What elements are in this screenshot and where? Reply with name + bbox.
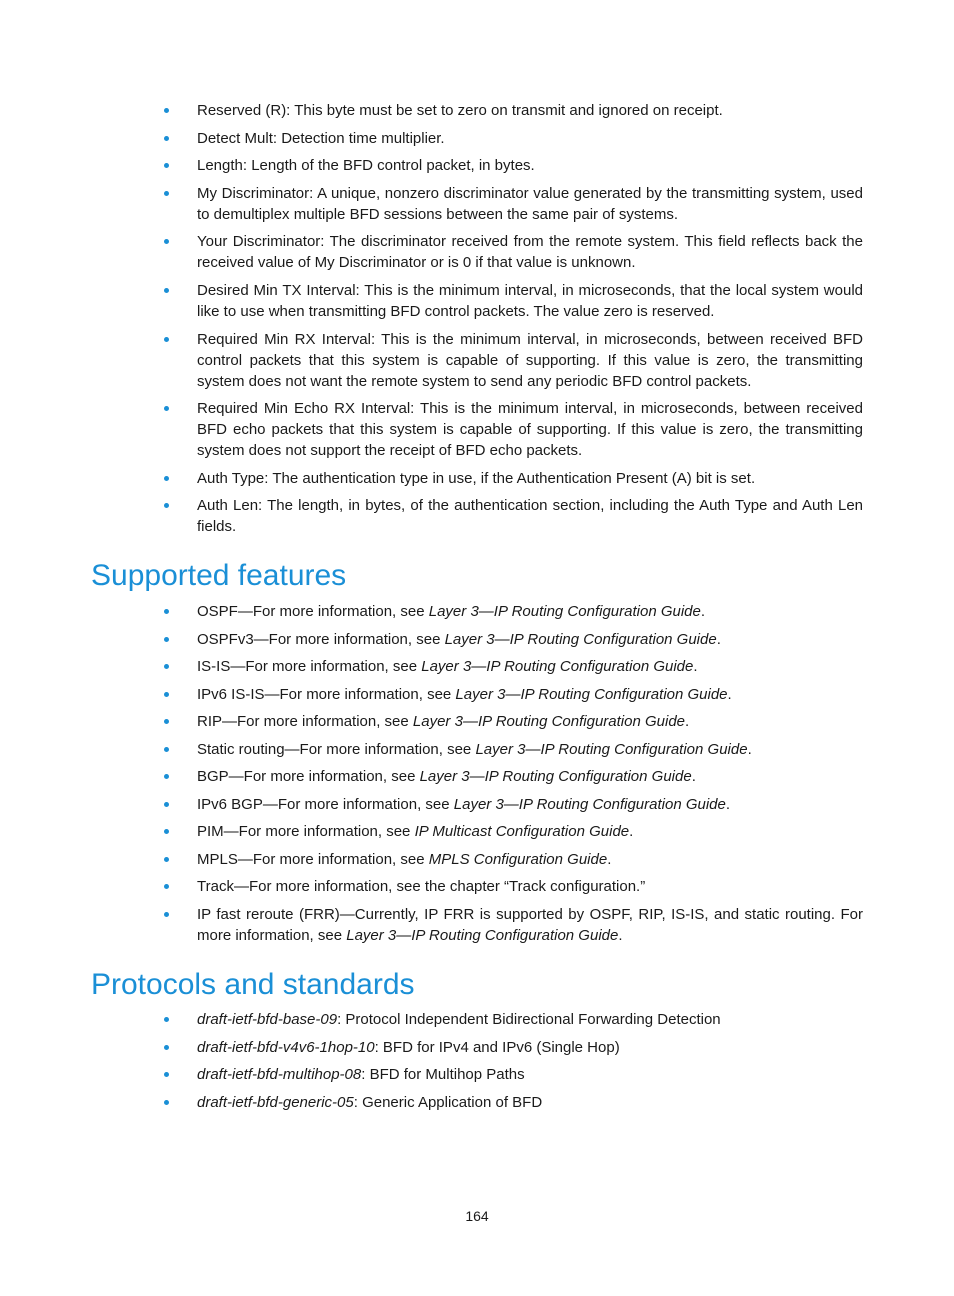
list-item: RIP—For more information, see Layer 3—IP Routing Configuration Guide. xyxy=(197,711,863,732)
list-item: Desired Min TX Interval: This is the minimum interval, in microseconds, that the local system would like to use when transmitting BFD control packets. The value zero is reserved. xyxy=(197,280,863,322)
bullet-icon xyxy=(164,1072,169,1077)
bullet-icon xyxy=(164,664,169,669)
bullet-icon xyxy=(164,857,169,862)
list-item: draft-ietf-bfd-generic-05: Generic Application of BFD xyxy=(197,1092,863,1113)
bullet-icon xyxy=(164,1045,169,1050)
bullet-icon xyxy=(164,692,169,697)
bullet-icon xyxy=(164,884,169,889)
bullet-icon xyxy=(164,108,169,113)
guide-reference: MPLS Configuration Guide xyxy=(428,851,608,868)
draft-reference: draft-ietf-bfd-multihop-08 xyxy=(197,1066,362,1083)
bullet-icon xyxy=(164,476,169,481)
list-item: Required Min Echo RX Interval: This is the minimum interval, in microseconds, between received BFD echo packets that this system is capable of supporting. If this value is zero, the transmitting system does not support the receipt of BFD echo packets. xyxy=(197,398,863,461)
page-number: 164 xyxy=(465,1208,489,1224)
guide-reference: Layer 3—IP Routing Configuration Guide xyxy=(421,658,694,675)
bullet-icon xyxy=(164,503,169,508)
draft-reference: draft-ietf-bfd-generic-05 xyxy=(197,1094,354,1111)
bullet-icon xyxy=(164,609,169,614)
list-item: MPLS—For more information, see MPLS Configuration Guide. xyxy=(197,849,863,870)
bullet-icon xyxy=(164,747,169,752)
bullet-icon xyxy=(164,774,169,779)
list-item: draft-ietf-bfd-base-09: Protocol Independent Bidirectional Forwarding Detection xyxy=(197,1009,863,1030)
section-heading-protocols-and-standards: Protocols and standards xyxy=(91,968,415,1001)
guide-reference: Layer 3—IP Routing Configuration Guide xyxy=(428,603,701,620)
list-item: My Discriminator: A unique, nonzero discriminator value generated by the transmitting system, used to demultiplex multiple BFD sessions between the same pair of systems. xyxy=(197,183,863,225)
list-item: Reserved (R): This byte must be set to zero on transmit and ignored on receipt. xyxy=(197,100,863,121)
section-heading-supported-features: Supported features xyxy=(91,559,347,592)
list-item: IPv6 BGP—For more information, see Layer 3—IP Routing Configuration Guide. xyxy=(197,794,863,815)
bullet-icon xyxy=(164,829,169,834)
bullet-icon xyxy=(164,1017,169,1022)
bullet-icon xyxy=(164,719,169,724)
list-item: IS-IS—For more information, see Layer 3—IP Routing Configuration Guide. xyxy=(197,656,863,677)
list-item: Auth Type: The authentication type in use, if the Authentication Present (A) bit is set. xyxy=(197,468,863,489)
draft-reference: draft-ietf-bfd-v4v6-1hop-10 xyxy=(197,1039,375,1056)
bullet-icon xyxy=(164,163,169,168)
bullet-icon xyxy=(164,912,169,917)
guide-reference: Layer 3—IP Routing Configuration Guide xyxy=(419,768,692,785)
bullet-icon xyxy=(164,802,169,807)
list-item: Required Min RX Interval: This is the minimum interval, in microseconds, between received BFD control packets that this system is capable of supporting. If this value is zero, the transmitting system does not want the remote system to send any periodic BFD control packets. xyxy=(197,329,863,392)
list-item: IP fast reroute (FRR)—Currently, IP FRR is supported by OSPF, RIP, IS-IS, and static routing. For more information, see Layer 3—IP Routing Configuration Guide. xyxy=(197,904,863,946)
bullet-icon xyxy=(164,136,169,141)
bullet-icon xyxy=(164,1100,169,1105)
bullet-icon xyxy=(164,191,169,196)
guide-reference: Layer 3—IP Routing Configuration Guide xyxy=(412,713,686,730)
guide-reference: Layer 3—IP Routing Configuration Guide xyxy=(455,686,728,703)
list-item: Static routing—For more information, see Layer 3—IP Routing Configuration Guide. xyxy=(197,739,863,760)
list-item: Your Discriminator: The discriminator received from the remote system. This field reflects back the received value of My Discriminator or is 0 if that value is unknown. xyxy=(197,231,863,273)
bullet-icon xyxy=(164,337,169,342)
list-item: PIM—For more information, see IP Multicast Configuration Guide. xyxy=(197,821,863,842)
guide-reference: Layer 3—IP Routing Configuration Guide xyxy=(475,741,748,758)
guide-reference: Layer 3—IP Routing Configuration Guide xyxy=(346,927,619,944)
list-item: Auth Len: The length, in bytes, of the authentication section, including the Auth Type and Auth Len fields. xyxy=(197,495,863,537)
list-item: draft-ietf-bfd-v4v6-1hop-10: BFD for IPv4 and IPv6 (Single Hop) xyxy=(197,1037,863,1058)
list-item: BGP—For more information, see Layer 3—IP Routing Configuration Guide. xyxy=(197,766,863,787)
draft-reference: draft-ietf-bfd-base-09 xyxy=(197,1011,338,1028)
list-item: draft-ietf-bfd-multihop-08: BFD for Multihop Paths xyxy=(197,1064,863,1085)
list-item: OSPF—For more information, see Layer 3—IP Routing Configuration Guide. xyxy=(197,601,863,622)
bullet-icon xyxy=(164,406,169,411)
guide-reference: IP Multicast Configuration Guide xyxy=(414,823,630,840)
guide-reference: Layer 3—IP Routing Configuration Guide xyxy=(453,796,726,813)
bullet-icon xyxy=(164,637,169,642)
list-item: IPv6 IS-IS—For more information, see Layer 3—IP Routing Configuration Guide. xyxy=(197,684,863,705)
bullet-icon xyxy=(164,288,169,293)
list-item: Length: Length of the BFD control packet, in bytes. xyxy=(197,155,863,176)
bullet-icon xyxy=(164,239,169,244)
list-item: OSPFv3—For more information, see Layer 3—IP Routing Configuration Guide. xyxy=(197,629,863,650)
guide-reference: Layer 3—IP Routing Configuration Guide xyxy=(444,631,717,648)
list-item: Track—For more information, see the chapter “Track configuration.” xyxy=(197,876,863,897)
list-item: Detect Mult: Detection time multiplier. xyxy=(197,128,863,149)
